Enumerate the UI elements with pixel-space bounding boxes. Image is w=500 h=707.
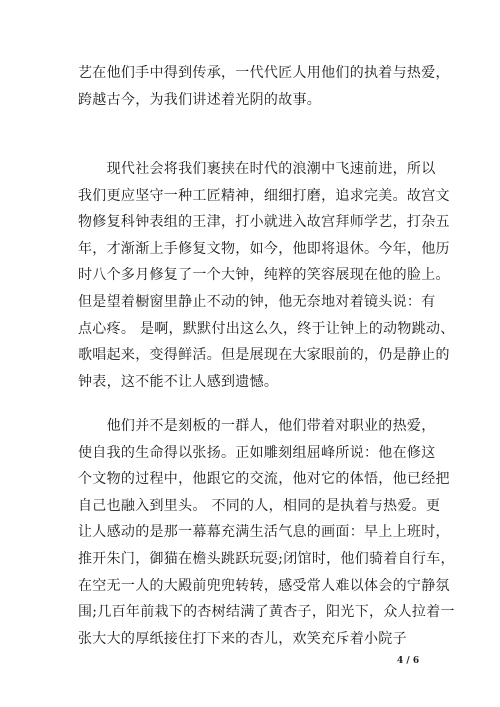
text-line: 时八个多月修复了一个大钟，纯粹的笑容展现在他的脸上。: [78, 267, 450, 284]
paragraph-3: [78, 413, 455, 652]
text-line: 艺在他们手中得到传承，一代代匠人用他们的执着与热爱，: [78, 65, 450, 81]
text-line: 个文物的过程中，他跟它的交流，他对它的体悟，他已经把: [78, 471, 450, 488]
text-line: 歌唱起来，变得鲜活。但是展现在大家眼前的，仍是静止的: [78, 347, 450, 364]
text-line: 自己也融入到里头。 不同的人，相同的是执着与热爱。更: [78, 497, 441, 514]
paragraph-2: [78, 156, 455, 395]
text-line: 但是望着橱窗里静止不动的钟，他无奈地对着镜头说：有: [78, 293, 436, 310]
paragraph-1: [78, 60, 450, 113]
text-line: 推开朱门，御猫在檐头跳跃玩耍;闭馆时，他们骑着自行车，: [78, 550, 455, 567]
text-line: 年，才渐渐上手修复文物，如今，他即将退休。今年，他历: [78, 240, 450, 257]
text-line: 在空无一人的大殿前兜兜转转，感受常人难以体会的宁静氛: [78, 577, 450, 594]
text-line: 他们并不是刻板的一群人，他们带着对职业的热爱，: [78, 418, 436, 434]
text-line: 点心疼。 是啊，默默付出这么久，终于让钟上的动物跳动、: [78, 320, 455, 337]
text-line: 现代社会将我们裹挟在时代的浪潮中飞速前进，所以: [78, 161, 436, 177]
text-line: 钟表，这不能不让人感到遗憾。: [78, 373, 279, 390]
text-line: 围;几百年前栽下的杏树结满了黄杏子，阳光下，众人拉着一: [78, 604, 455, 621]
text-line: 使自我的生命得以张扬。正如雕刻组屈峰所说：他在修这: [78, 444, 436, 461]
page-number: 4 / 6: [397, 656, 420, 666]
text-line: 张大大的厚纸接住打下来的杏儿，欢笑充斥着小院子: [78, 630, 407, 647]
text-line: 跨越古今，为我们讲述着光阴的故事。: [78, 91, 322, 108]
text-line: 让人感动的是那一幕幕充满生活气息的画面：早上上班时，: [78, 524, 450, 541]
text-line: 物修复科钟表组的王津，打小就进入故宫拜师学艺，打杂五: [78, 214, 450, 231]
text-line: 我们更应坚守一种工匠精神，细细打磨，追求完美。故宫文: [78, 187, 450, 204]
